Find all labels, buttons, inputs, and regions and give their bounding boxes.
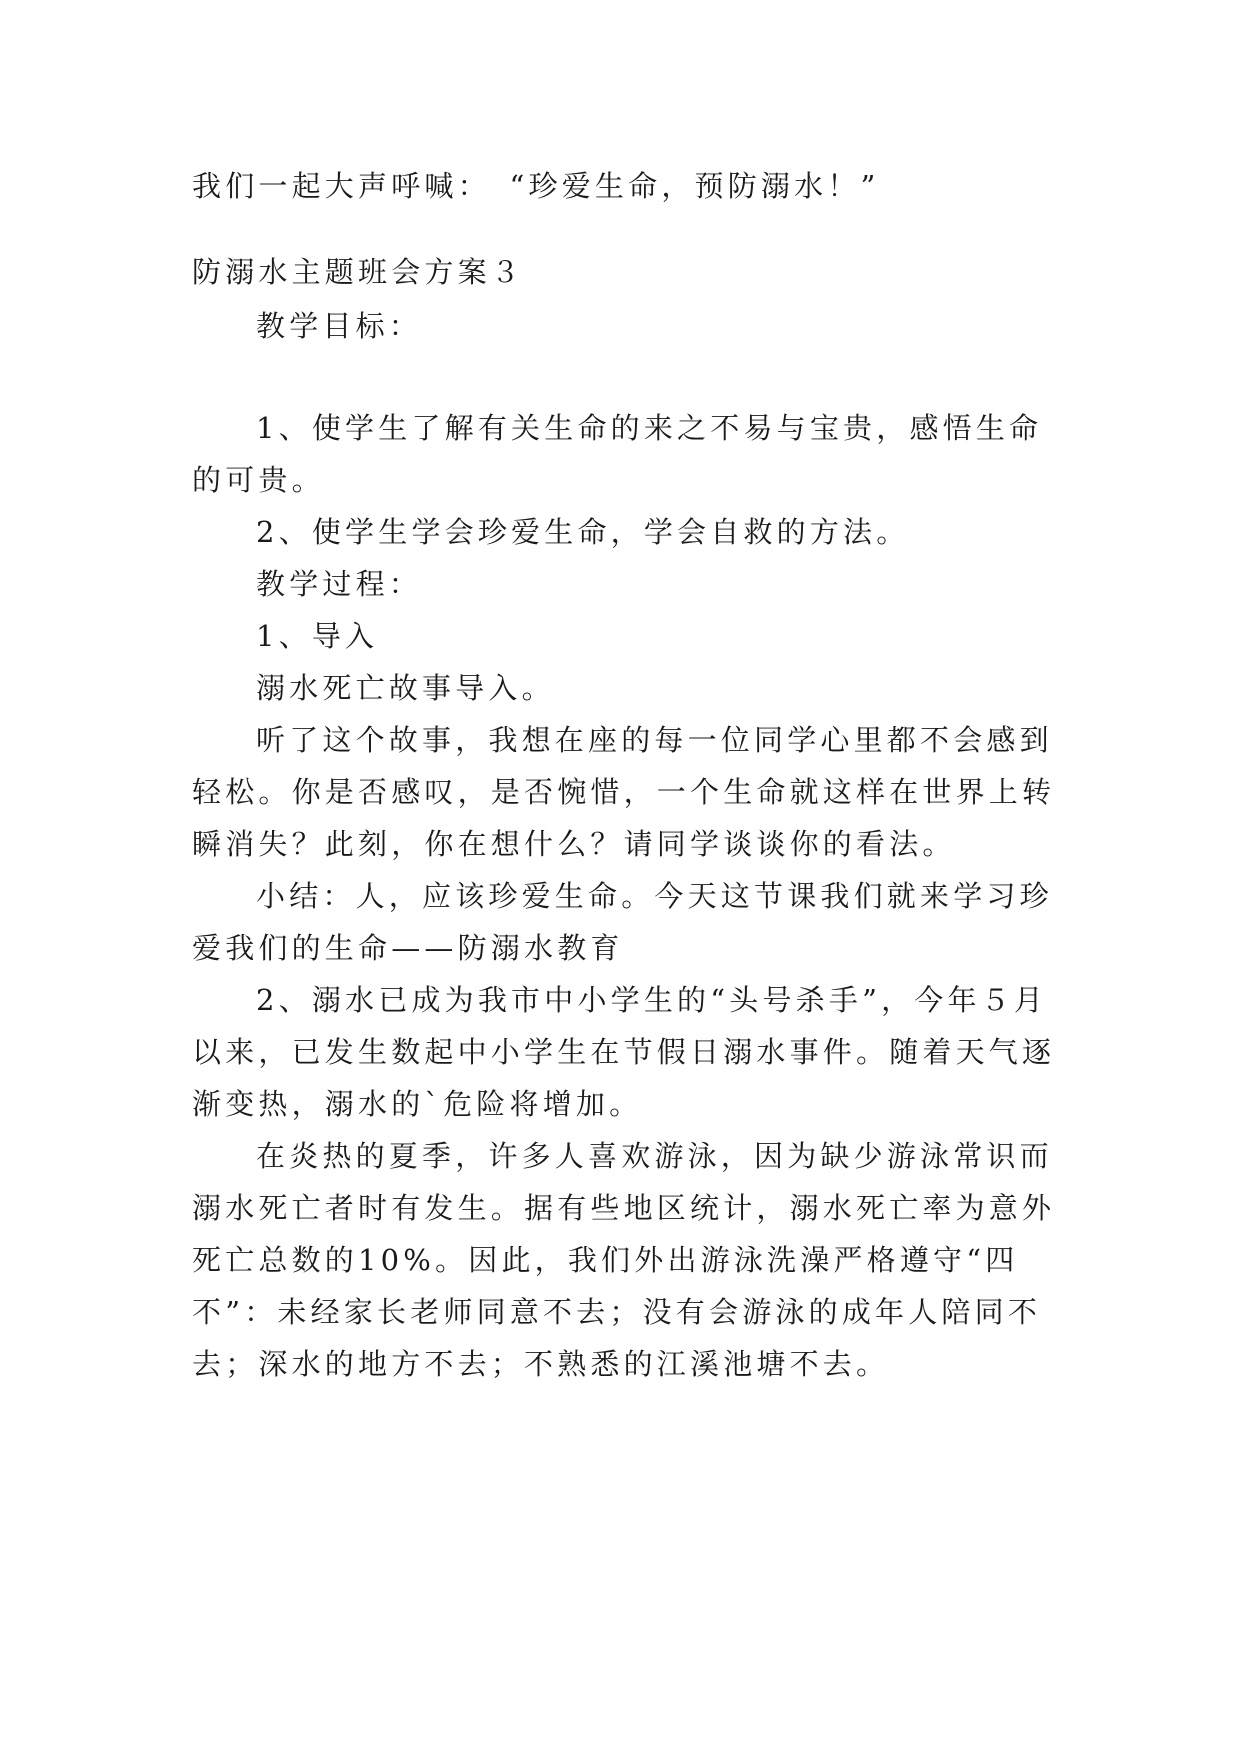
- paragraph-line: 听了这个故事，我想在座的每一位同学心里都不会感到: [256, 723, 1053, 757]
- paragraph-line: 2、溺水已成为我市中小学生的“头号杀手”，今年５月: [256, 983, 1048, 1017]
- paragraph-line: 渐变热，溺水的`危险将增加。: [192, 1087, 643, 1121]
- paragraph-line: 小结：人，应该珍爱生命。今天这节课我们就来学习珍: [256, 879, 1053, 913]
- paragraph-line: 以来，已发生数起中小学生在节假日溺水事件。随着天气逐: [192, 1035, 1056, 1069]
- paragraph-line: 2、使学生学会珍爱生命，学会自救的方法。: [256, 515, 910, 549]
- paragraph-line: 爱我们的生命——防溺水教育: [192, 931, 624, 965]
- paragraph-line: 不”：未经家长老师同意不去；没有会游泳的成年人陪同不: [192, 1295, 1042, 1329]
- paragraph-line: 溺水死亡者时有发生。据有些地区统计，溺水死亡率为意外: [192, 1191, 1056, 1225]
- heading-teaching-goals: 教学目标：: [256, 309, 423, 343]
- paragraph-line: 溺水死亡故事导入。: [256, 671, 555, 705]
- section-title: 防溺水主题班会方案３: [192, 255, 525, 289]
- paragraph-line: 瞬消失？此刻，你在想什么？请同学谈谈你的看法。: [192, 827, 956, 861]
- paragraph-line: 的可贵。: [192, 463, 325, 497]
- paragraph-line: 轻松。你是否感叹，是否惋惜，一个生命就这样在世界上转: [192, 775, 1056, 809]
- paragraph-line: 死亡总数的10%。因此，我们外出游泳洗澡严格遵守“四: [192, 1243, 1019, 1277]
- paragraph-line: 1、使学生了解有关生命的来之不易与宝贵，感悟生命: [256, 411, 1043, 445]
- closing-slogan-line: 我们一起大声呼喊： “珍爱生命，预防溺水！”: [192, 169, 880, 203]
- paragraph-line: 去；深水的地方不去；不熟悉的江溪池塘不去。: [192, 1347, 890, 1381]
- subheading-intro: 1、导入: [256, 619, 379, 653]
- heading-teaching-process: 教学过程：: [256, 567, 423, 601]
- paragraph-line: 在炎热的夏季，许多人喜欢游泳，因为缺少游泳常识而: [256, 1139, 1053, 1173]
